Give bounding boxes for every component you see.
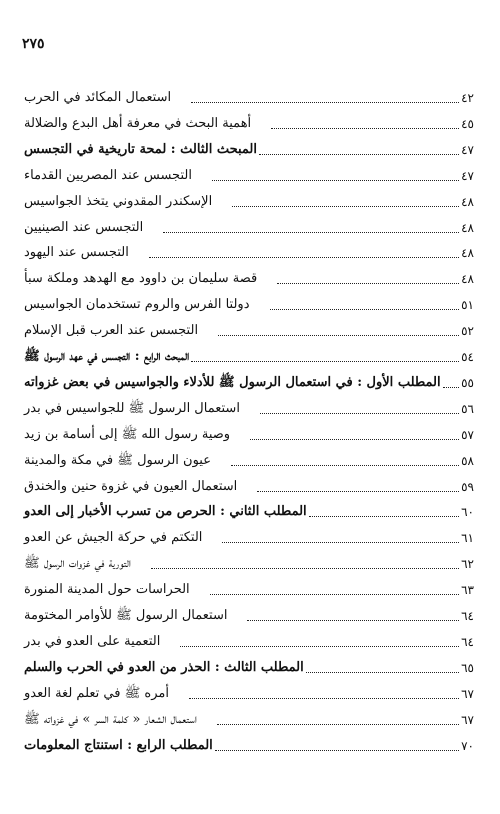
toc-entry bbox=[22, 676, 474, 702]
dot-leader bbox=[163, 232, 459, 233]
toc-entry-title: التكتم في حركة الجيش عن العدو bbox=[24, 530, 203, 546]
toc-page-number: ٤٨ bbox=[461, 220, 474, 235]
toc-page-number: ٦٤ bbox=[461, 634, 474, 649]
toc-entry-title: استعمال الرسول ﷺ للجواسيس في بدر bbox=[24, 400, 240, 416]
dot-leader bbox=[212, 180, 459, 181]
toc-entry-title: استعمال الشعار « كلمة السر » في غزواته ﷺ bbox=[24, 711, 197, 727]
dot-leader bbox=[247, 620, 459, 621]
toc-page-number: ٤٥ bbox=[461, 116, 474, 131]
toc-entry bbox=[22, 287, 474, 313]
toc-entry bbox=[22, 494, 474, 520]
toc-entry bbox=[22, 261, 474, 287]
dot-leader bbox=[222, 542, 459, 543]
toc-entry-title: التجسس عند العرب قبل الإسلام bbox=[24, 323, 199, 339]
toc-page-number: ٦٧ bbox=[461, 712, 474, 727]
toc-entry-title: التورية في غزوات الرسول ﷺ bbox=[24, 556, 132, 572]
toc-entry-title: استعمال الرسول ﷺ للأوامر المختومة bbox=[24, 608, 228, 623]
dot-leader bbox=[250, 439, 459, 440]
toc-entry bbox=[22, 80, 474, 106]
toc-entry-title: وصية رسول الله ﷺ إلى أسامة بن زيد bbox=[24, 426, 231, 442]
toc-entry bbox=[22, 702, 474, 728]
dot-leader bbox=[180, 646, 459, 647]
page-number: ٢٧٥ bbox=[22, 36, 45, 52]
dot-leader bbox=[277, 283, 459, 284]
toc-section-heading: المبحث الثالث : لمحة تاريخية في التجسس bbox=[24, 141, 258, 157]
toc-page-number: ٧٠ bbox=[461, 738, 474, 753]
toc-entry bbox=[22, 469, 474, 495]
dot-leader bbox=[218, 335, 459, 336]
toc-entry bbox=[22, 210, 474, 236]
toc-page-number: ٦٧ bbox=[461, 686, 474, 701]
toc-page-number: ٥٧ bbox=[461, 427, 474, 442]
toc-entry-title: الإسكندر المقدوني يتخذ الجواسيس bbox=[24, 193, 213, 209]
toc-entry bbox=[22, 546, 474, 572]
toc-section-heading: المطلب الأول : في استعمال الرسول ﷺ للأدلاء والجواسيس في بعض غزواته bbox=[24, 374, 441, 390]
toc-entry bbox=[22, 520, 474, 546]
dot-leader bbox=[306, 672, 459, 673]
toc-entry-title: دولتا الفرس والروم تستخدمان الجواسيس bbox=[24, 297, 250, 313]
toc-page-number: ٤٨ bbox=[461, 194, 474, 209]
toc-entry bbox=[22, 598, 474, 624]
dot-leader bbox=[259, 154, 459, 155]
toc-entry bbox=[22, 106, 474, 132]
toc-page-number: ٤٢ bbox=[461, 91, 474, 105]
toc-entry-title: استعمال المكائد في الحرب bbox=[24, 90, 172, 105]
dot-leader bbox=[217, 724, 459, 725]
toc-entry-title: التجسس عند الصينيين bbox=[24, 219, 144, 235]
toc-entry-title: التجسس عند المصريين القدماء bbox=[24, 167, 192, 183]
toc-page-number: ٦٢ bbox=[461, 557, 474, 572]
toc-page-number: ٥٤ bbox=[461, 350, 474, 364]
toc-entry-title: التعمية على العدو في بدر bbox=[24, 633, 161, 649]
toc-entry bbox=[22, 132, 474, 158]
toc-entry bbox=[22, 184, 474, 210]
toc-entry bbox=[22, 313, 474, 339]
toc-page-number: ٤٨ bbox=[461, 272, 474, 287]
toc-entry bbox=[22, 650, 474, 676]
toc-page-number: ٦٣ bbox=[461, 583, 474, 598]
toc-page-number: ٥٥ bbox=[461, 375, 474, 390]
toc-section-heading: المبحث الرابع : التجسس في عهد الرسول ﷺ bbox=[24, 349, 190, 364]
toc-page-number: ٥٢ bbox=[461, 324, 474, 339]
toc-entry-title: عيون الرسول ﷺ في مكة والمدينة bbox=[24, 452, 211, 468]
dot-leader bbox=[149, 257, 459, 258]
dot-leader bbox=[257, 491, 459, 492]
toc-section-heading: المطلب الثالث : الحذر من العدو في الحرب والسلم bbox=[24, 659, 304, 675]
dot-leader bbox=[270, 309, 460, 310]
dot-leader bbox=[215, 750, 459, 751]
toc-entry bbox=[22, 235, 474, 261]
toc-page-number: ٤٧ bbox=[461, 168, 474, 183]
toc-entry bbox=[22, 391, 474, 417]
toc-page-number: ٤٨ bbox=[461, 246, 474, 261]
dot-leader bbox=[151, 568, 459, 569]
dot-leader bbox=[309, 516, 459, 517]
toc-section-heading: المطلب الرابع : استنتاج المعلومات bbox=[24, 737, 213, 753]
toc-entry bbox=[22, 624, 474, 650]
toc-page-number: ٥٩ bbox=[461, 479, 474, 494]
dot-leader bbox=[232, 206, 459, 207]
toc-entry bbox=[22, 158, 474, 184]
toc-page-number: ٦٠ bbox=[461, 505, 474, 520]
dot-leader bbox=[191, 102, 459, 103]
toc-entry bbox=[22, 417, 474, 443]
toc-page-number: ٤٧ bbox=[461, 142, 474, 157]
toc-entry-title: أهمية البحث في معرفة أهل البدع والضلالة bbox=[24, 115, 252, 131]
dot-leader bbox=[271, 128, 459, 129]
toc-entry-title: قصة سليمان بن داوود مع الهدهد وملكة سبأ bbox=[24, 271, 258, 287]
dot-leader bbox=[191, 361, 459, 362]
toc-page-number: ٦٤ bbox=[461, 609, 474, 623]
toc-page-number: ٦١ bbox=[461, 531, 474, 546]
dot-leader bbox=[260, 413, 459, 414]
toc-page-number: ٥٦ bbox=[461, 401, 474, 416]
toc-entry-title: الحراسات حول المدينة المنورة bbox=[24, 582, 190, 598]
toc-page-number: ٥٨ bbox=[461, 453, 474, 468]
toc-section-heading: المطلب الثاني : الحرص من تسرب الأخبار إلى العدو bbox=[24, 504, 307, 520]
toc-page-number: ٥١ bbox=[461, 298, 474, 313]
toc-entry bbox=[22, 365, 474, 391]
toc-entry bbox=[22, 443, 474, 469]
toc-entry bbox=[22, 728, 474, 754]
toc-page-number: ٦٥ bbox=[461, 660, 474, 675]
toc-entry bbox=[22, 572, 474, 598]
toc-entry-title: أمره ﷺ في تعلم لغة العدو bbox=[24, 685, 169, 701]
toc-entry-title: التجسس عند اليهود bbox=[24, 245, 129, 261]
dot-leader bbox=[189, 698, 459, 699]
dot-leader bbox=[443, 387, 459, 388]
toc-entry bbox=[22, 339, 474, 365]
toc-entry-title: استعمال العيون في غزوة حنين والخندق bbox=[24, 478, 238, 494]
dot-leader bbox=[210, 594, 459, 595]
dot-leader bbox=[231, 465, 459, 466]
